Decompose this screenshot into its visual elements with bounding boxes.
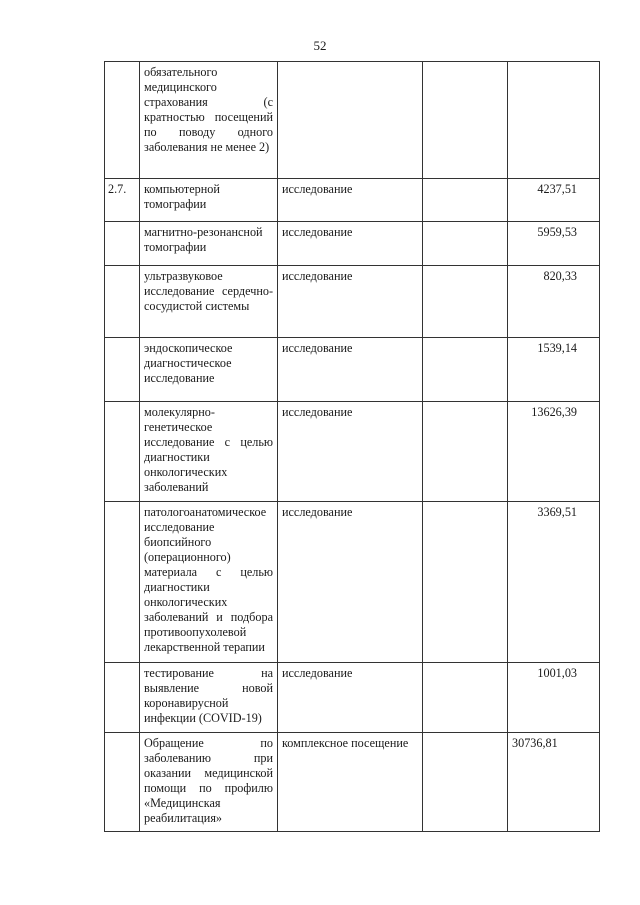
row-number-cell bbox=[105, 222, 140, 266]
service-name-text: молекулярно-генетическое исследование с целью диагностики онкологических заболеваний bbox=[144, 405, 273, 494]
row-number-cell bbox=[105, 733, 140, 832]
unit-cell bbox=[278, 502, 423, 663]
service-name-cell bbox=[140, 733, 278, 832]
tariff-value-cell bbox=[508, 733, 600, 832]
table-row bbox=[105, 338, 600, 402]
tariff-value-cell bbox=[508, 62, 600, 179]
service-name-cell bbox=[140, 62, 278, 179]
page-number: 52 bbox=[313, 38, 327, 53]
tariff-value-text: 1001,03 bbox=[537, 666, 577, 680]
service-name-cell bbox=[140, 179, 278, 222]
empty-cell bbox=[423, 338, 508, 402]
service-name-cell bbox=[140, 266, 278, 338]
service-name-text: тестирование на выявление новой коронавирусной инфекции (COVID-19) bbox=[144, 666, 273, 725]
service-name-text: магнитно-резонансной томографии bbox=[144, 225, 263, 254]
tariff-value-cell bbox=[508, 502, 600, 663]
service-name-text: эндоскопическое диагностическое исследование bbox=[144, 341, 233, 385]
unit-text: исследование bbox=[282, 182, 353, 196]
unit-text: исследование bbox=[282, 341, 353, 355]
table-row bbox=[105, 266, 600, 338]
service-name-text: патологоанатомическое исследование биопсийного (операционного) материала с целью диагностики онкологических заболеваний и подбора противоопухолевой лекарственной терапии bbox=[144, 505, 273, 654]
unit-text: исследование bbox=[282, 269, 353, 283]
unit-cell bbox=[278, 179, 423, 222]
empty-cell bbox=[423, 179, 508, 222]
empty-cell bbox=[423, 266, 508, 338]
row-number-cell bbox=[105, 179, 140, 222]
empty-cell bbox=[423, 222, 508, 266]
unit-text: исследование bbox=[282, 225, 353, 239]
empty-cell bbox=[423, 733, 508, 832]
unit-cell bbox=[278, 338, 423, 402]
tariff-value-text: 13626,39 bbox=[531, 405, 577, 419]
service-name-text: Обращение по заболеванию при оказании медицинской помощи по профилю «Медицинская реабилитация» bbox=[144, 736, 273, 825]
row-number-cell bbox=[105, 62, 140, 179]
unit-cell bbox=[278, 222, 423, 266]
table-row bbox=[105, 402, 600, 502]
unit-cell bbox=[278, 663, 423, 733]
tariff-value-text: 1539,14 bbox=[537, 341, 577, 355]
table-row bbox=[105, 179, 600, 222]
row-number-cell bbox=[105, 338, 140, 402]
unit-cell bbox=[278, 266, 423, 338]
service-name-cell bbox=[140, 663, 278, 733]
empty-cell bbox=[423, 62, 508, 179]
unit-text: комплексное посещение bbox=[282, 736, 409, 750]
tariff-value-text: 4237,51 bbox=[537, 182, 577, 196]
table-row bbox=[105, 733, 600, 832]
unit-text: исследование bbox=[282, 666, 353, 680]
tariff-value-text: 30736,81 bbox=[512, 736, 558, 750]
tariff-value-cell bbox=[508, 222, 600, 266]
tariff-value-cell bbox=[508, 266, 600, 338]
empty-cell bbox=[423, 402, 508, 502]
table-row bbox=[105, 222, 600, 266]
unit-text: исследование bbox=[282, 405, 353, 419]
unit-text: исследование bbox=[282, 505, 353, 519]
service-name-cell bbox=[140, 502, 278, 663]
row-number-cell bbox=[105, 502, 140, 663]
unit-cell bbox=[278, 62, 423, 179]
service-name-cell bbox=[140, 338, 278, 402]
service-name-cell bbox=[140, 222, 278, 266]
tariff-value-text: 3369,51 bbox=[537, 505, 577, 519]
tariff-value-text: 820,33 bbox=[543, 269, 577, 283]
row-number-text: 2.7. bbox=[108, 182, 127, 196]
service-name-text: обязательного медицинского страхования (с кратностью посещений по поводу одного заболевания не менее 2) bbox=[144, 65, 273, 154]
service-name-text: компьютерной томографии bbox=[144, 182, 220, 211]
table-row bbox=[105, 663, 600, 733]
unit-cell bbox=[278, 733, 423, 832]
tariff-value-cell bbox=[508, 402, 600, 502]
tariff-table bbox=[104, 61, 600, 832]
table-body bbox=[105, 62, 600, 832]
tariff-value-cell bbox=[508, 663, 600, 733]
tariff-value-cell bbox=[508, 338, 600, 402]
row-number-cell bbox=[105, 663, 140, 733]
row-number-cell bbox=[105, 402, 140, 502]
unit-cell bbox=[278, 402, 423, 502]
table-row bbox=[105, 62, 600, 179]
row-number-cell bbox=[105, 266, 140, 338]
service-name-cell bbox=[140, 402, 278, 502]
tariff-value-text: 5959,53 bbox=[537, 225, 577, 239]
tariff-value-cell bbox=[508, 179, 600, 222]
empty-cell bbox=[423, 663, 508, 733]
table-row bbox=[105, 502, 600, 663]
empty-cell bbox=[423, 502, 508, 663]
service-name-text: ультразвуковое исследование сердечно-сосудистой системы bbox=[144, 269, 273, 313]
